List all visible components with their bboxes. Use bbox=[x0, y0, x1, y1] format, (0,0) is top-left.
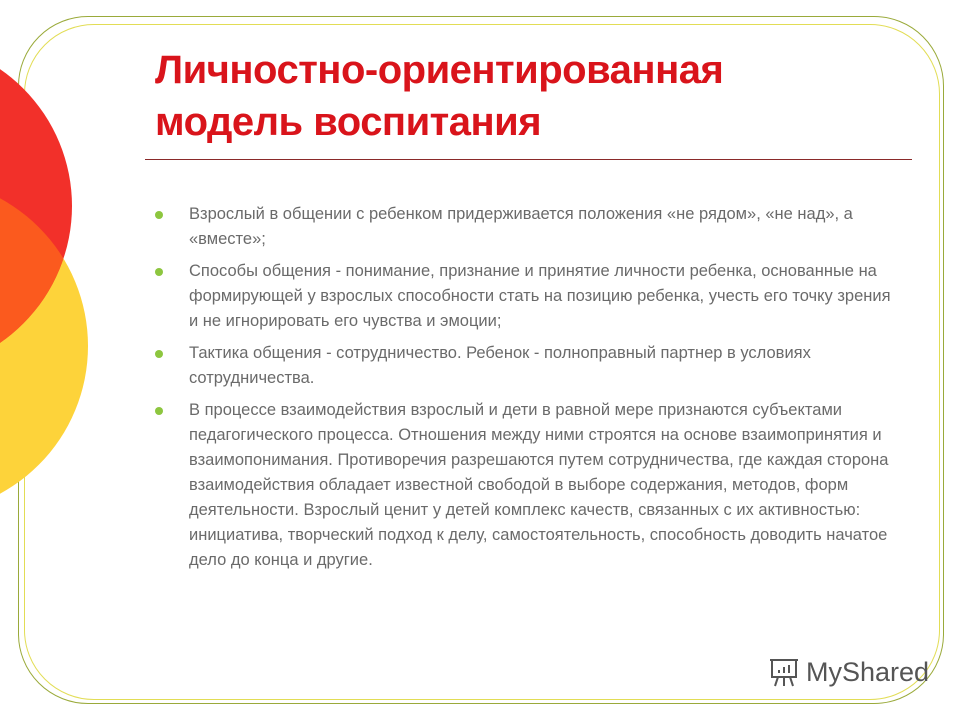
list-item-text: Способы общения - понимание, признание и принятие личности ребенка, основанные на формирующей у взрослых способности стать на позицию ребенка, учесть его точку зрения и не игнорировать его чувства и эмоции; bbox=[189, 262, 891, 330]
slide-title bbox=[155, 44, 723, 148]
list-item bbox=[155, 398, 895, 573]
decor-circles bbox=[0, 0, 100, 720]
title-divider bbox=[145, 159, 912, 160]
list-item-text: Тактика общения - сотрудничество. Ребенок - полноправный партнер в условиях сотрудничества. bbox=[189, 344, 811, 387]
myshared-watermark bbox=[768, 656, 929, 688]
bullet-icon bbox=[155, 407, 163, 415]
title-line-2: модель воспитания bbox=[155, 100, 542, 144]
list-item bbox=[155, 202, 895, 252]
title-line-1: Личностно-ориентированная bbox=[155, 48, 724, 92]
presentation-board-icon bbox=[768, 656, 800, 688]
watermark-text: MyShared bbox=[806, 656, 930, 687]
bullet-icon bbox=[155, 268, 163, 276]
list-item-text: Взрослый в общении с ребенком придерживается положения «не рядом», «не над», а «вместе»; bbox=[189, 205, 853, 248]
bullet-list bbox=[155, 202, 895, 580]
bullet-icon bbox=[155, 350, 163, 358]
list-item bbox=[155, 259, 895, 334]
list-item-text: В процессе взаимодействия взрослый и дети в равной мере признаются субъектами педагогического процесса. Отношения между ними строятся на основе взаимопринятия и взаимопонимания. Противоречия разрешаются путем сотрудничества, где каждая сторона взаимодействия обладает известной свободой в выборе содержания, методов, форм деятельности. Взрослый ценит у детей комплекс качеств, связанных с их активностью: инициатива, творческий подход к делу, самостоятельность, способность доводить начатое дело до конца и другие. bbox=[189, 401, 889, 569]
bullet-icon bbox=[155, 211, 163, 219]
list-item bbox=[155, 341, 895, 391]
